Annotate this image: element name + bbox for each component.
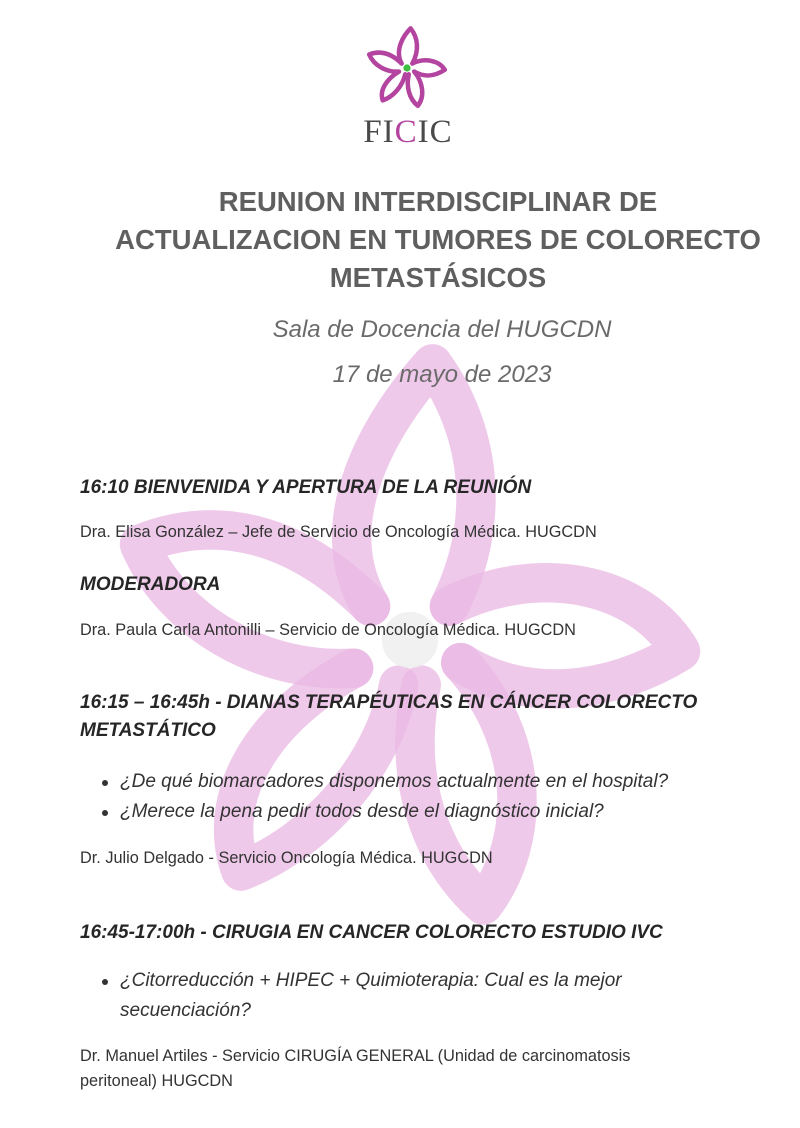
title-line-1: REUNION INTERDISCIPLINAR DE xyxy=(218,186,658,217)
event-date: 17 de mayo de 2023 xyxy=(332,361,552,388)
section-moderator-heading: MODERADORA xyxy=(80,574,221,595)
list-item: ¿De qué biomarcadores disponemos actualmente en el hospital? xyxy=(100,767,760,797)
event-venue: Sala de Docencia del HUGCDN xyxy=(272,316,612,343)
welcome-speaker: Dra. Elisa González – Jefe de Servicio de Oncología Médica. HUGCDN xyxy=(80,523,597,541)
event-title xyxy=(0,183,800,297)
title-line-2: ACTUALIZACION EN TUMORES DE COLORECTO xyxy=(115,224,761,255)
section-targets-heading: 16:15 – 16:45h - DIANAS TERAPÉUTICAS EN CÁNCER COLORECTO METASTÁTICO xyxy=(80,692,698,741)
targets-question-list xyxy=(100,767,760,827)
surgery-question-list xyxy=(100,966,760,1026)
logo-wordmark: FICIC xyxy=(363,114,453,150)
section-welcome-heading: 16:10 BIENVENIDA Y APERTURA DE LA REUNIÓN xyxy=(80,477,532,498)
targets-speaker: Dr. Julio Delgado - Servicio Oncología Médica. HUGCDN xyxy=(80,849,493,867)
list-item: ¿Merece la pena pedir todos desde el diagnóstico inicial? xyxy=(100,797,760,827)
moderator-speaker: Dra. Paula Carla Antonilli – Servicio de Oncología Médica. HUGCDN xyxy=(80,621,576,639)
list-item: ¿Citorreducción + HIPEC + Quimioterapia: Cual es la mejor secuenciación? xyxy=(100,966,760,1026)
title-line-3: METASTÁSICOS xyxy=(329,262,547,293)
logo-center-dot xyxy=(403,64,410,71)
ficic-flower-logo-icon xyxy=(362,22,452,114)
section-surgery-heading: 16:45-17:00h - CIRUGIA EN CANCER COLORECTO ESTUDIO IVC xyxy=(80,922,663,943)
surgery-speaker: Dr. Manuel Artiles - Servicio CIRUGÍA GENERAL (Unidad de carcinomatosis peritoneal) HUGCDN xyxy=(80,1047,631,1090)
